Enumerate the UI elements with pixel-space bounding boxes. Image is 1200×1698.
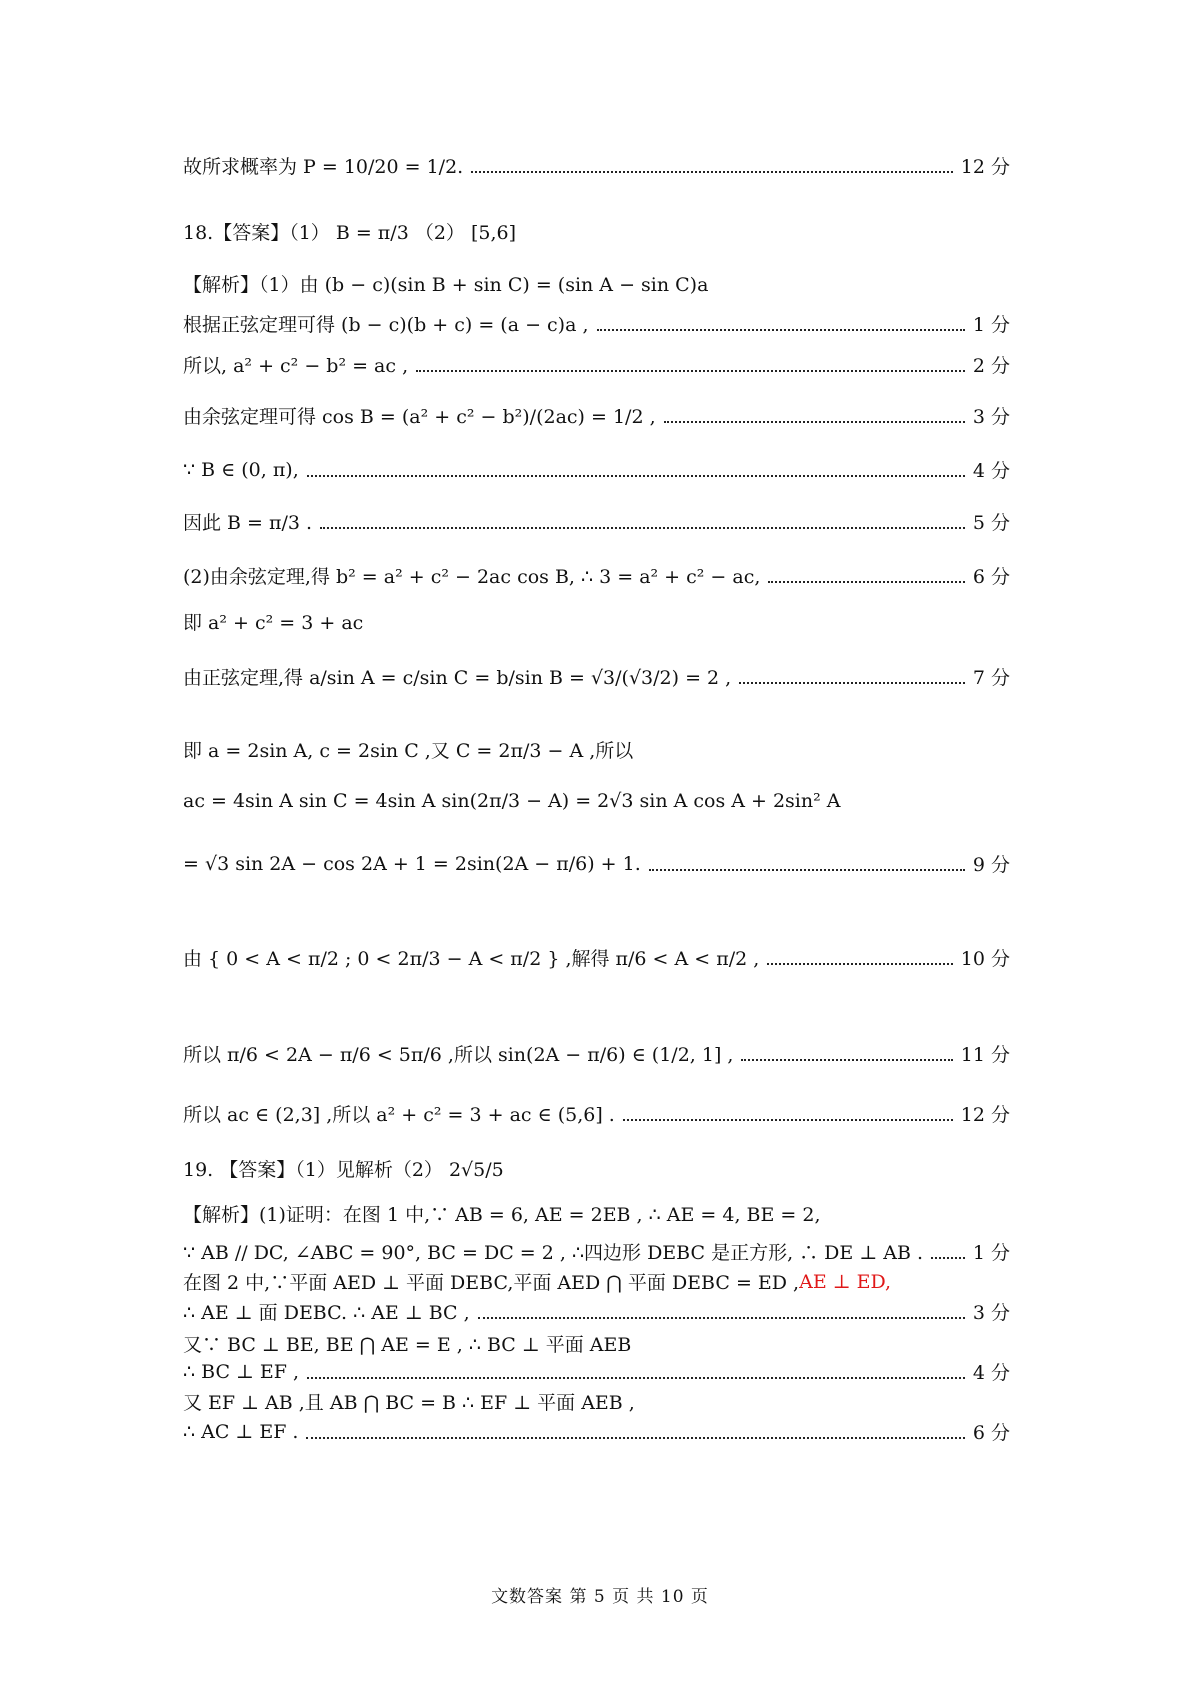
line-19 (183, 1200, 1010, 1227)
line-text: 由正弦定理,得 a/sin A = c/sin C = b/sin B = √3/(√3/2) = 2 , (183, 667, 732, 689)
line-text: 又∵ BC ⊥ BE, BE ⋂ AE = E , ∴ BC ⊥ 平面 AEB (183, 1334, 632, 1356)
score: 12 分 (960, 1104, 1010, 1126)
line-2 (183, 218, 1010, 245)
score: 12 分 (960, 156, 1010, 178)
line-11 (183, 663, 1010, 690)
line-text: 即 a = 2sin A, c = 2sin C ,又 C = 2π/3 − A ,所以 (183, 740, 634, 762)
line-text: ∵ B ∈ (0, π), (183, 458, 299, 481)
score: 4 分 (972, 1362, 1010, 1384)
line-3 (183, 270, 1010, 297)
line-16 (183, 1040, 1010, 1067)
answer-heading-18: 18.【答案】（1） B = π/3 （2） [5,6] (183, 222, 516, 244)
score: 1 分 (972, 1242, 1010, 1264)
line-9 (183, 562, 1010, 589)
leader-dots (741, 1059, 952, 1061)
line-text: 因此 B = π/3 . (183, 512, 313, 534)
line-text: 故所求概率为 P = 10/20 = 1/2. (183, 156, 464, 178)
line-21 (183, 1268, 1010, 1295)
line-12 (183, 736, 1010, 763)
line-10 (183, 608, 1010, 635)
score: 1 分 (972, 314, 1010, 336)
line-14 (183, 850, 1010, 877)
score: 6 分 (972, 1422, 1010, 1444)
leader-dots (471, 171, 953, 173)
line-text: 由 { 0 < A < π/2 ; 0 < 2π/3 − A < π/2 } ,解得 π/6 < A < π/2 , (183, 948, 760, 970)
line-20 (183, 1238, 1010, 1265)
leader-dots (320, 527, 965, 529)
line-24 (183, 1358, 1010, 1385)
line-text: (2)由余弦定理,得 b² = a² + c² − 2ac cos B, ∴ 3 = a² + c² − ac, (183, 566, 761, 588)
line-6 (183, 402, 1010, 429)
line-text: 又 EF ⊥ AB ,且 AB ⋂ BC = B ∴ EF ⊥ 平面 AEB , (183, 1392, 635, 1414)
line-text: 即 a² + c² = 3 + ac (183, 612, 364, 634)
line-26 (183, 1418, 1010, 1445)
line-text: 在图 2 中,∵平面 AED ⊥ 平面 DEBC,平面 AED ⋂ 平面 DEBC = ED , (183, 1272, 800, 1294)
line-25 (183, 1388, 1010, 1415)
leader-dots (767, 963, 953, 965)
leader-dots (664, 421, 965, 423)
line-13 (183, 790, 1010, 812)
score: 5 分 (972, 512, 1010, 534)
line-text: 【解析】(1)证明：在图 1 中,∵ AB = 6, AE = 2EB , ∴ AE = 4, BE = 2, (183, 1204, 821, 1226)
highlight-text: AE ⊥ ED, (799, 1270, 892, 1293)
line-text: ∴ BC ⊥ EF , (183, 1360, 300, 1383)
leader-dots (931, 1257, 965, 1259)
leader-dots (623, 1119, 953, 1121)
score: 2 分 (972, 355, 1010, 377)
leader-dots (307, 1377, 965, 1379)
leader-dots (768, 581, 964, 583)
score: 3 分 (972, 1302, 1010, 1324)
line-text: ∵ AB // DC, ∠ABC = 90°, BC = DC = 2 , ∴四边形 DEBC 是正方形, ∴ DE ⊥ AB . (183, 1242, 923, 1264)
line-text: 所以 π/6 < 2A − π/6 < 5π/6 ,所以 sin(2A − π/6) ∈ (1/2, 1] , (183, 1044, 734, 1066)
line-15 (183, 944, 1010, 971)
line-23 (183, 1330, 1010, 1357)
answer-heading-19: 19. 【答案】（1）见解析（2） 2√5/5 (183, 1159, 504, 1181)
line-text: 所以, a² + c² − b² = ac , (183, 355, 409, 377)
line-text: ∴ AC ⊥ EF . (183, 1420, 299, 1443)
leader-dots (416, 370, 965, 372)
score: 7 分 (972, 667, 1010, 689)
line-1 (183, 152, 1010, 179)
score: 9 分 (972, 854, 1010, 876)
line-17 (183, 1100, 1010, 1127)
line-4 (183, 310, 1010, 337)
line-text: ∴ AE ⊥ 面 DEBC. ∴ AE ⊥ BC , (183, 1302, 470, 1324)
line-18 (183, 1155, 1010, 1182)
score: 3 分 (972, 406, 1010, 428)
leader-dots (649, 869, 965, 871)
line-8 (183, 508, 1010, 535)
line-22 (183, 1298, 1010, 1325)
leader-dots (478, 1317, 965, 1319)
score: 10 分 (960, 948, 1010, 970)
leader-dots (307, 475, 965, 477)
leader-dots (597, 329, 965, 331)
line-text: 所以 ac ∈ (2,3] ,所以 a² + c² = 3 + ac ∈ (5,6] . (183, 1104, 615, 1126)
line-text: 根据正弦定理可得 (b − c)(b + c) = (a − c)a , (183, 314, 589, 336)
score: 6 分 (972, 566, 1010, 588)
line-text: = √3 sin 2A − cos 2A + 1 = 2sin(2A − π/6) + 1. (183, 852, 641, 875)
line-text: 【解析】（1）由 (b − c)(sin B + sin C) = (sin A − sin C)a (183, 274, 709, 296)
line-text: ac = 4sin A sin C = 4sin A sin(2π/3 − A) = 2√3 sin A cos A + 2sin² A (183, 790, 841, 812)
leader-dots (306, 1437, 964, 1439)
page-footer: 文数答案 第 5 页 共 10 页 (491, 1587, 709, 1607)
line-text: 由余弦定理可得 cos B = (a² + c² − b²)/(2ac) = 1/2 , (183, 406, 656, 428)
line-5 (183, 351, 1010, 378)
score: 11 分 (960, 1044, 1010, 1066)
score: 4 分 (972, 460, 1010, 482)
leader-dots (739, 682, 965, 684)
line-7 (183, 456, 1010, 483)
